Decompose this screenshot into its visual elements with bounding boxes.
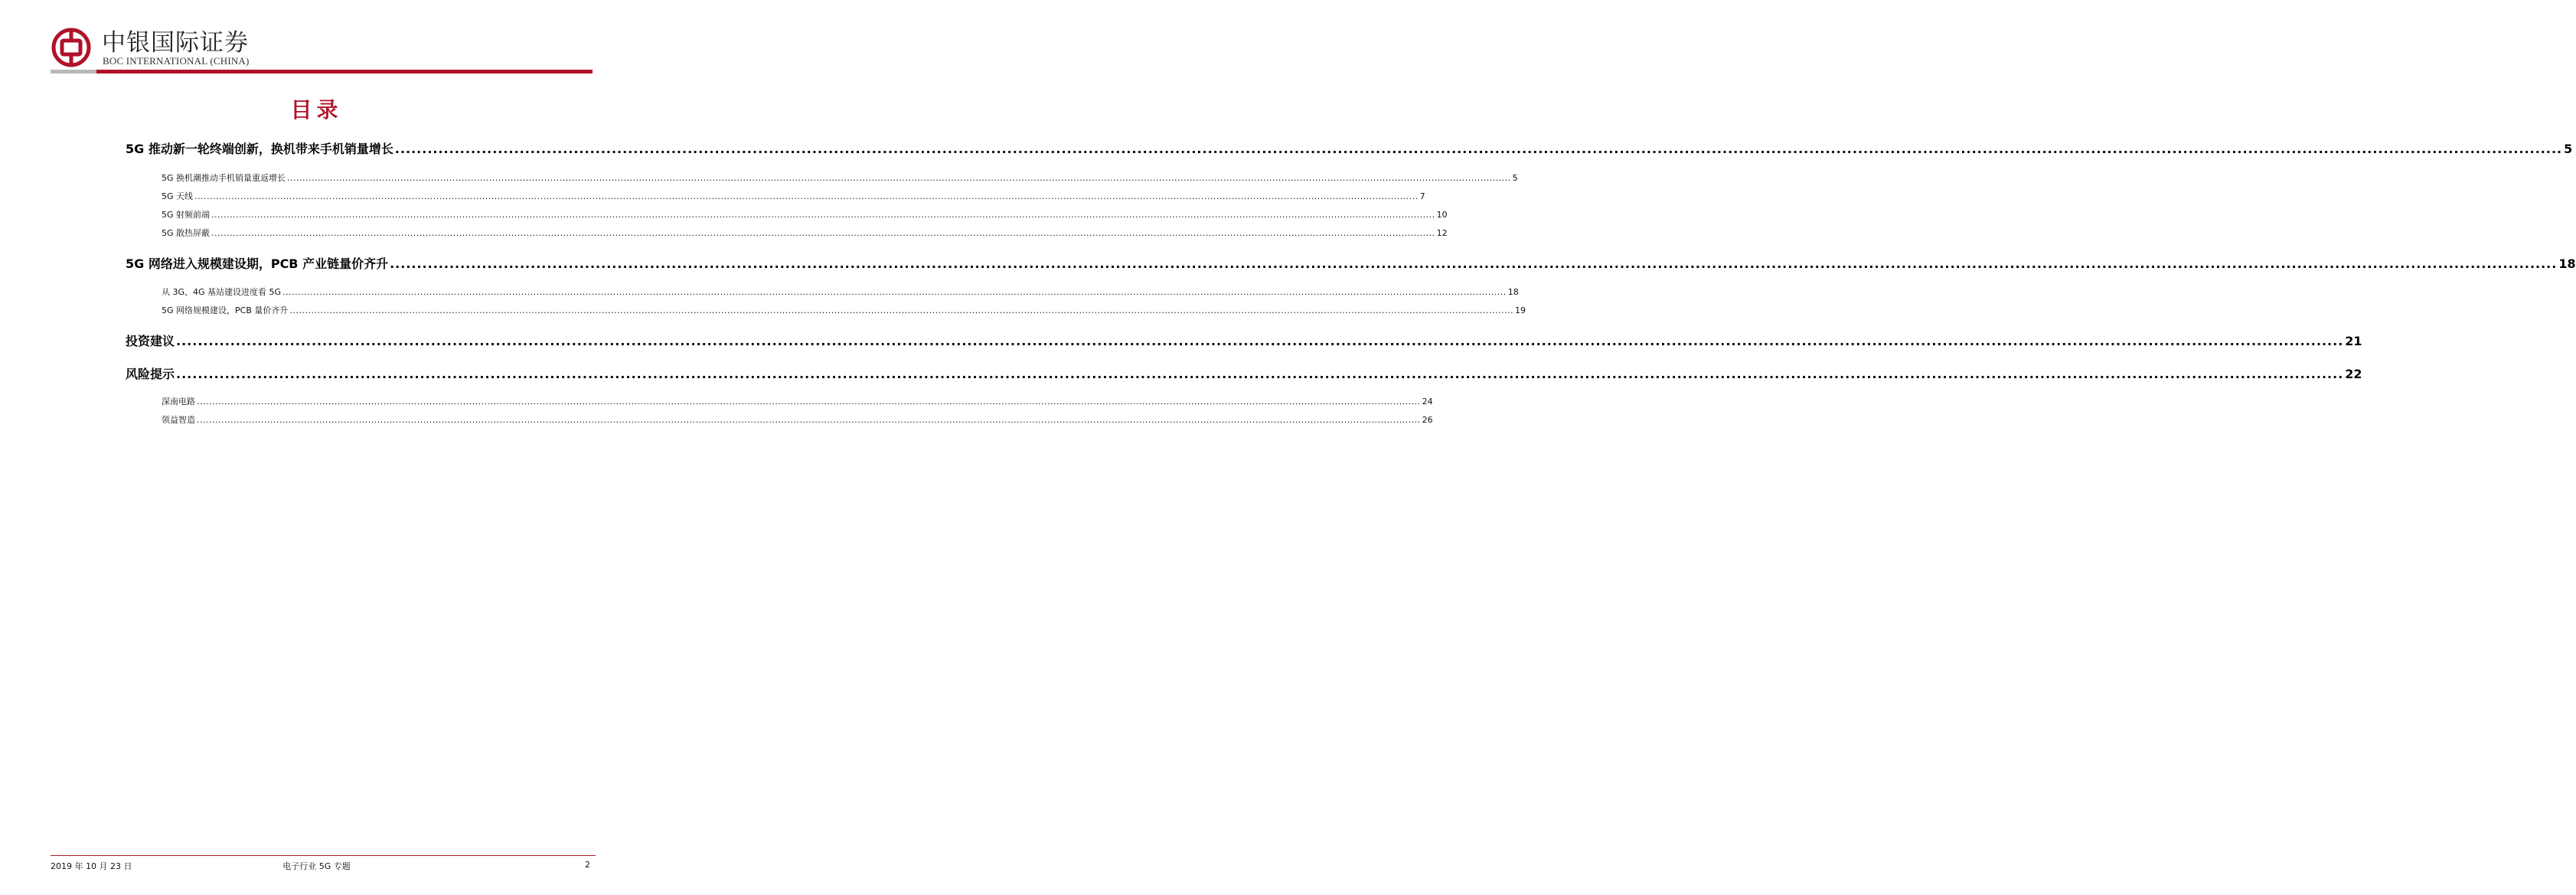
toc-leader-dots: ................................................................................................................................................................................................................................................................................................................................................................................................................ xyxy=(211,210,1435,220)
toc-entry-text: 5G 换机潮推动手机销量重返增长 xyxy=(162,173,286,183)
toc-entry-page: 5 xyxy=(2564,142,2573,156)
toc-leader-dots: ................................................................................................................................................................................................................................................................................................................................................................................................................ xyxy=(282,287,1507,297)
toc-entry-text: 风险提示 xyxy=(126,367,175,381)
toc-entry-text: 5G 网络进入规模建设期，PCB 产业链量价齐升 xyxy=(126,256,389,271)
brand-name-en: BOC INTERNATIONAL (CHINA) xyxy=(103,55,250,67)
toc-entry-page: 12 xyxy=(1436,228,1448,238)
toc-entry-page: 18 xyxy=(1507,287,1519,297)
toc-leader-dots: ................................................................................................................................................................................................................................................................................................................................................................................................................ xyxy=(390,256,2558,271)
footer-topic: 电子行业 5G 专题 xyxy=(282,861,351,871)
toc-entry-page: 26 xyxy=(1422,415,1433,425)
toc-entry-level2[interactable] xyxy=(162,304,1526,316)
toc-leader-dots: ................................................................................................................................................................................................................................................................................................................................................................................................................ xyxy=(211,228,1435,238)
toc-entry-level2[interactable] xyxy=(162,190,1425,202)
toc-entry-page: 7 xyxy=(1419,191,1425,201)
toc-entry-page: 19 xyxy=(1515,305,1526,315)
boc-logo-icon xyxy=(51,28,91,67)
toc-leader-dots: ................................................................................................................................................................................................................................................................................................................................................................................................................ xyxy=(197,415,1421,425)
toc-entry-text: 5G 射频前端 xyxy=(162,210,211,220)
toc-entry-text: 5G 天线 xyxy=(162,191,194,201)
toc-title: 目录 xyxy=(290,97,343,122)
toc-entry-level2[interactable] xyxy=(162,227,1448,239)
toc-entry-level1[interactable] xyxy=(126,254,2576,272)
toc-leader-dots: ................................................................................................................................................................................................................................................................................................................................................................................................................ xyxy=(176,367,2344,381)
toc-entry-level2[interactable] xyxy=(162,395,1433,407)
toc-entry-text: 投资建议 xyxy=(126,334,175,348)
toc-entry-level2[interactable] xyxy=(162,208,1448,220)
toc-entry-level1[interactable] xyxy=(126,139,2573,157)
toc-leader-dots: ................................................................................................................................................................................................................................................................................................................................................................................................................ xyxy=(194,191,1419,201)
toc-leader-dots: ................................................................................................................................................................................................................................................................................................................................................................................................................ xyxy=(287,173,1511,183)
toc-entry-level2[interactable] xyxy=(162,413,1433,426)
toc-entry-text: 5G 网络规模建设，PCB 量价齐升 xyxy=(162,305,289,315)
toc-leader-dots: ................................................................................................................................................................................................................................................................................................................................................................................................................ xyxy=(197,397,1421,407)
header-divider-grey xyxy=(51,70,96,73)
toc-entry-page: 21 xyxy=(2345,334,2362,348)
toc-leader-dots: ................................................................................................................................................................................................................................................................................................................................................................................................................ xyxy=(289,305,1514,315)
toc-leader-dots: ................................................................................................................................................................................................................................................................................................................................................................................................................ xyxy=(176,334,2344,348)
toc-entry-text: 领益智造 xyxy=(162,415,195,425)
toc-entry-page: 24 xyxy=(1422,397,1433,407)
toc-entry-level2[interactable] xyxy=(162,171,1518,184)
toc-entry-page: 10 xyxy=(1436,210,1448,220)
footer-page-number: 2 xyxy=(585,860,590,870)
toc-entry-level2[interactable] xyxy=(162,286,1519,298)
toc-entry-page: 22 xyxy=(2345,367,2362,381)
toc-entry-text: 5G 推动新一轮终端创新，换机带来手机销量增长 xyxy=(126,142,393,156)
toc-entry-text: 深南电路 xyxy=(162,397,195,407)
toc-entry-text: 从 3G、4G 基站建设进度看 5G xyxy=(162,287,282,297)
header-divider-red xyxy=(96,70,593,73)
footer-divider xyxy=(51,855,596,856)
toc-entry-page: 18 xyxy=(2558,256,2576,271)
brand-name-cn: 中银国际证券 xyxy=(102,29,249,57)
toc-entry-level1[interactable] xyxy=(126,364,2362,382)
footer-date: 2019 年 10 月 23 日 xyxy=(51,861,132,871)
toc-entry-level1[interactable] xyxy=(126,332,2362,349)
toc-leader-dots: ................................................................................................................................................................................................................................................................................................................................................................................................................ xyxy=(394,142,2563,156)
toc-entry-page: 5 xyxy=(1512,173,1518,183)
toc-entry-text: 5G 散热屏蔽 xyxy=(162,228,211,238)
